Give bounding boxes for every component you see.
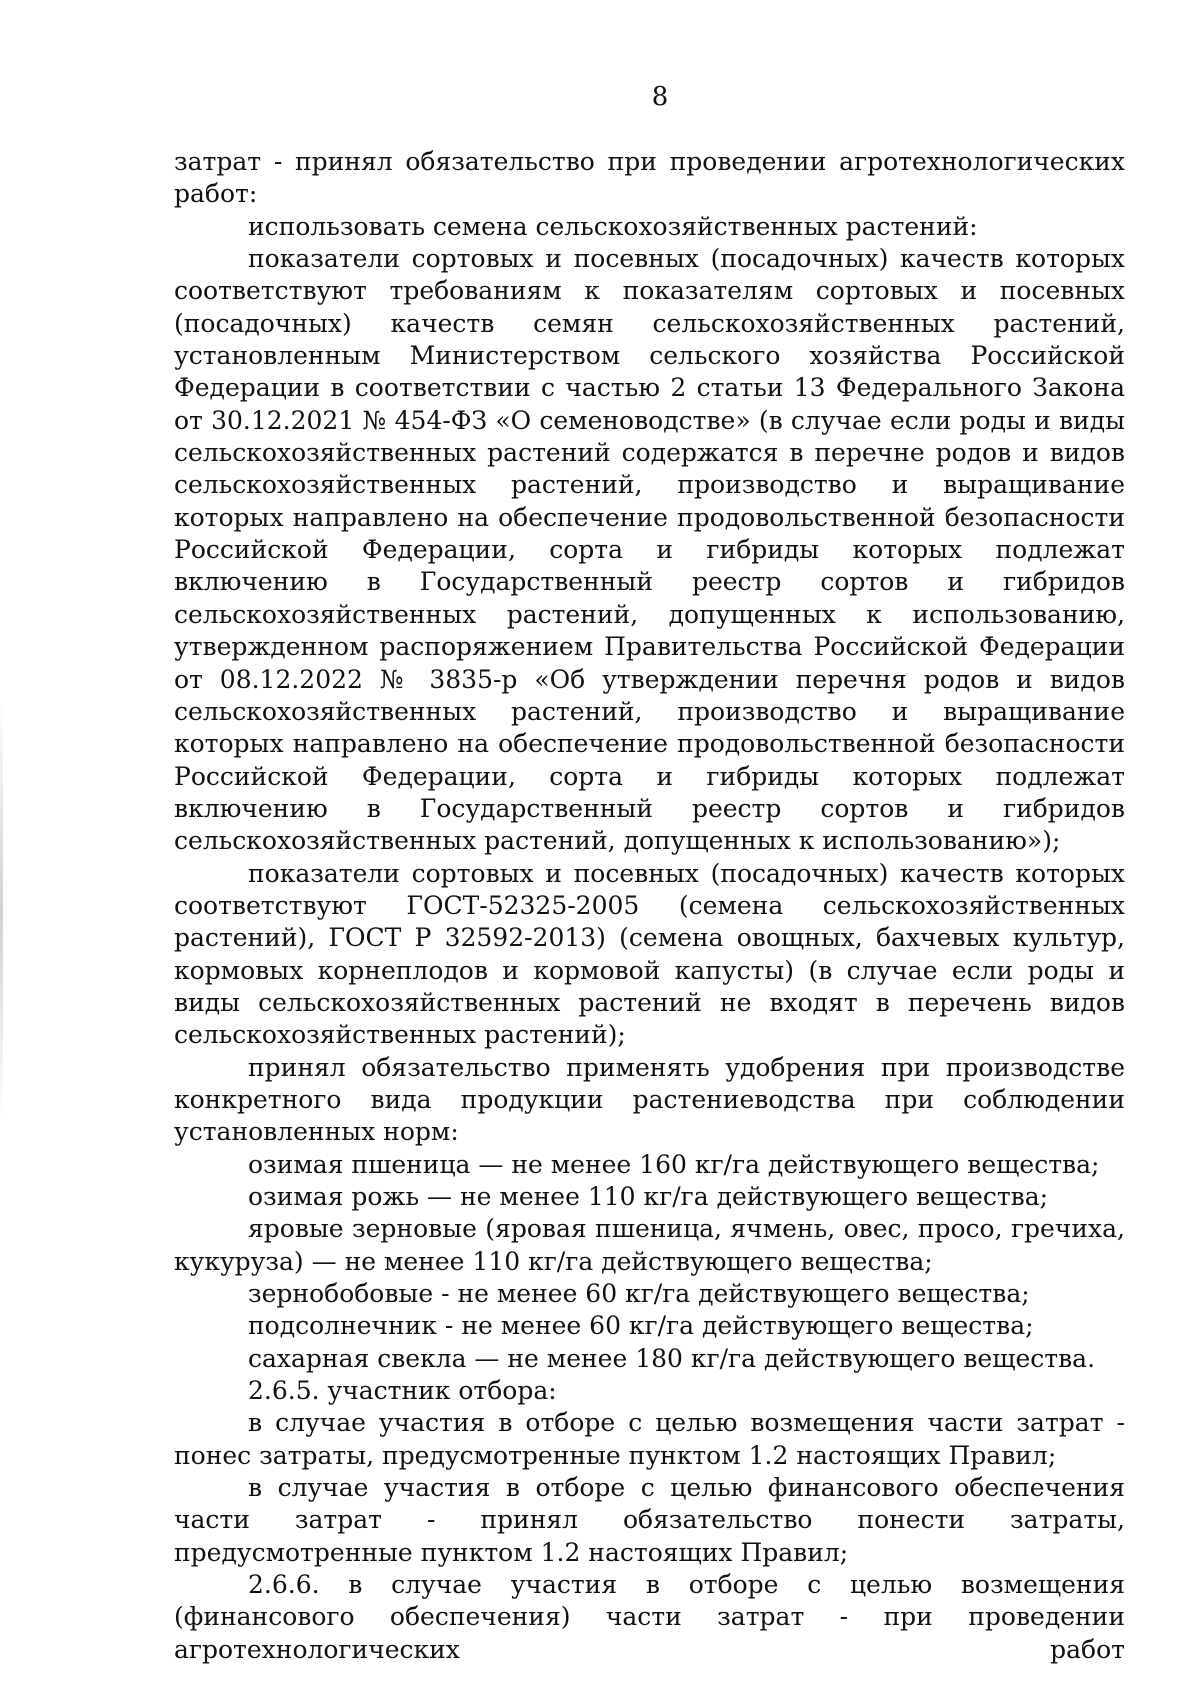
scan-edge-shadow	[0, 700, 3, 1120]
list-item-winter-wheat: озимая пшеница — не менее 160 кг/га действующего вещества;	[248, 1149, 1100, 1179]
paragraph-seed-quality-ministry: показатели сортовых и посевных (посадочных) качеств которых соответствуют требованиям к показателям сортовых и посевных (посадочных) качеств семян сельскохозяйственных растений, установленным Министерством сельского хозяйства Российской Федерации в соответствии с частью 2 статьи 13 Федерального Закона от 30.12.2021 № 454-ФЗ «О семеноводстве» (в случае если роды и виды сельскохозяйственных растений содержатся в перечне родов и видов сельскохозяйственных растений, производство и выращивание которых направлено на обеспечение продовольственной безопасности Российской Федерации, сорта и гибриды которых подлежат включению в Государственный реестр сортов и гибридов сельскохозяйственных растений, допущенных к использованию, утвержденном распоряжением Правительства Российской Федерации от 08.12.2022 № 3835-р «Об утверждении перечня родов и видов сельскохозяйственных растений, производство и выращивание которых направлено на обеспечение продовольственной безопасности Российской Федерации, сорта и гибриды которых подлежат включению в Государственный реестр сортов и гибридов сельскохозяйственных растений, допущенных к использованию»);	[174, 244, 1125, 856]
list-item-sugar-beet: сахарная свекла — не менее 180 кг/га действующего вещества.	[248, 1343, 1096, 1373]
list-item-winter-rye: озимая рожь — не менее 110 кг/га действующего вещества;	[248, 1182, 1049, 1211]
list-item-sunflower: подсолнечник - не менее 60 кг/га действующего вещества;	[248, 1311, 1034, 1341]
page-number: 8	[651, 82, 669, 112]
list-item-spring-grains: яровые зерновые (яровая пшеница, ячмень, овес, просо, гречиха, кукуруза) — не менее 110 кг/га действующего вещества;	[174, 1214, 1125, 1276]
paragraph-reimbursement-case: в случае участия в отборе с целью возмещения части затрат - понес затраты, предусмотренные пунктом 1.2 настоящих Правил;	[174, 1408, 1125, 1470]
paragraph-use-seeds: использовать семена сельскохозяйственных растений:	[248, 211, 978, 241]
clause-2-6-5-heading: 2.6.5. участник отбора:	[248, 1376, 557, 1406]
paragraph-financing-case: в случае участия в отборе с целью финансового обеспечения части затрат - принял обязательство понести затраты, предусмотренные пунктом 1.2 настоящих Правил;	[174, 1473, 1125, 1567]
list-item-legumes: зернобобовые - не менее 60 кг/га действующего вещества;	[248, 1279, 1030, 1309]
clause-2-6-6: 2.6.6. в случае участия в отборе с целью возмещения (финансового обеспечения) части затрат - при проведении агротехнологических работ	[174, 1570, 1125, 1664]
document-body	[174, 146, 1125, 1666]
paragraph-fertilizer-obligation: принял обязательство применять удобрения при производстве конкретного вида продукции растениеводства при соблюдении установленных норм:	[174, 1052, 1125, 1147]
paragraph-seed-quality-gost: показатели сортовых и посевных (посадочных) качеств которых соответствуют ГОСТ-52325-2005 (семена сельскохозяйственных растений), ГОСТ Р 32592-2013) (семена овощных, бахчевых культур, кормовых корнеплодов и кормовой капусты) (в случае если роды и виды сельскохозяйственных растений не входят в перечень видов сельскохозяйственных растений);	[174, 858, 1125, 1050]
paragraph-continuation: затрат - принял обязательство при проведении агротехнологических работ:	[174, 147, 1125, 209]
